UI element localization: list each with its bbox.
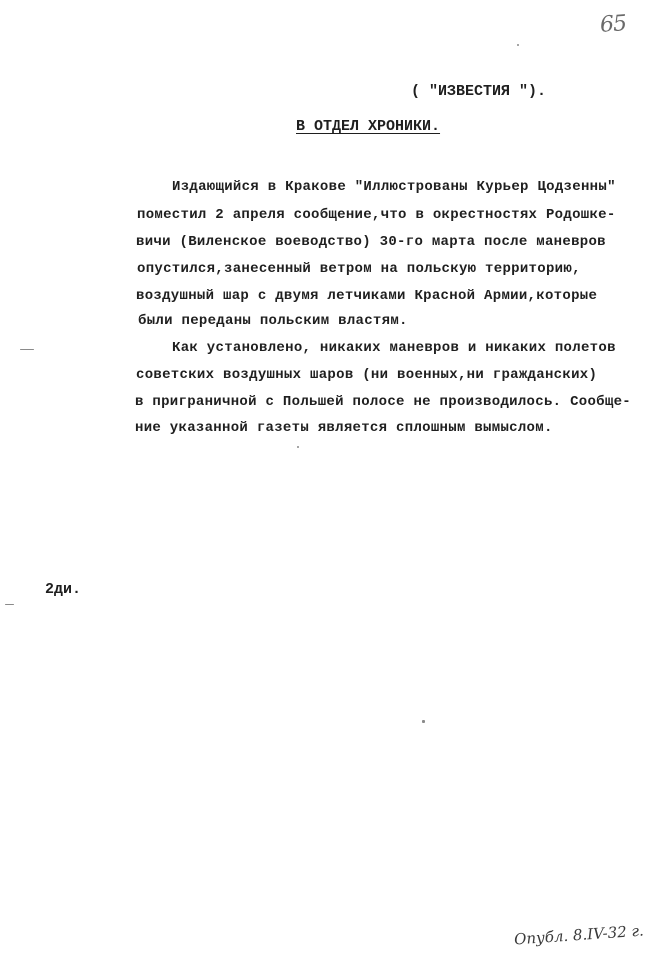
text-line: поместил 2 апреля сообщение,что в окрестностях Родошке- xyxy=(137,207,616,223)
text-line: были переданы польским властям. xyxy=(138,313,408,329)
speck-mark xyxy=(422,720,425,723)
speck-mark xyxy=(517,44,519,46)
signature-initials: 2ди. xyxy=(45,581,82,598)
text-line: Издающийся в Кракове "Иллюстрованы Курьер Цодзенны" xyxy=(172,179,616,195)
margin-mark xyxy=(5,604,14,605)
section-heading: В ОТДЕЛ ХРОНИКИ. xyxy=(296,118,441,135)
text-line: воздушный шар с двумя летчиками Красной Армии,которые xyxy=(136,288,598,304)
text-line: опустился,занесенный ветром на польскую территорию, xyxy=(137,261,581,277)
margin-mark xyxy=(20,349,34,350)
speck-mark xyxy=(297,446,299,448)
text-line: вичи (Виленское воеводство) 30-го марта после маневров xyxy=(136,234,606,250)
text-line: Как установлено, никаких маневров и никаких полетов xyxy=(172,340,616,356)
source-line: ( "ИЗВЕСТИЯ "). xyxy=(411,83,547,100)
page-number: 65 xyxy=(599,11,627,38)
text-line: ние указанной газеты является сплошным вымыслом. xyxy=(135,420,553,436)
text-line: советских воздушных шаров (ни военных,ни гражданских) xyxy=(136,367,598,383)
handwritten-publication-note: Опубл. 8.IV-32 г. xyxy=(513,921,645,949)
text-line: в приграничной с Польшей полосе не производилось. Сообще- xyxy=(135,394,631,410)
